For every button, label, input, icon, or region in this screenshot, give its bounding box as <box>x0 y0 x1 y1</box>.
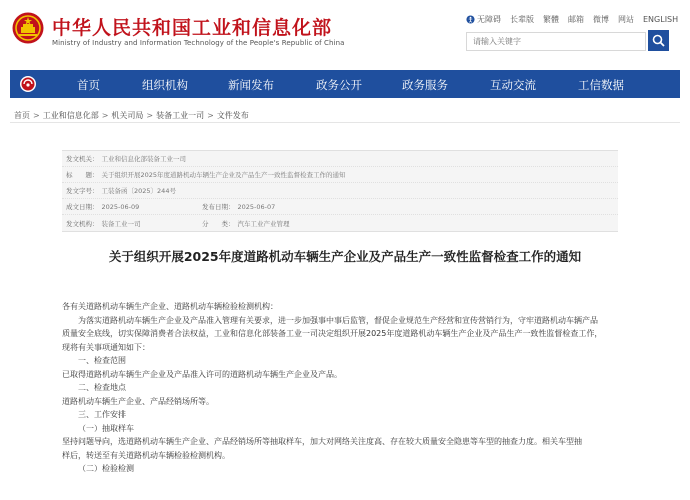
meta-label: 发文机关： <box>66 155 99 163</box>
meta-row-org <box>62 215 618 231</box>
meta-cell-category <box>202 219 290 228</box>
article-paragraph: 已取得道路机动车辆生产企业及产品准入许可的道路机动车辆生产企业及产品。 <box>62 369 342 379</box>
meta-label: 成文日期： <box>66 203 99 211</box>
breadcrumb-separator: > <box>207 111 214 120</box>
nav-item-government-affairs[interactable]: 政务公开 <box>316 78 362 92</box>
nav-item-data[interactable]: 工信数据 <box>578 78 624 92</box>
breadcrumb-department[interactable]: 装备工业一司 <box>156 111 205 120</box>
breadcrumb-separator: > <box>33 111 40 120</box>
meta-value: 工装备函〔2025〕244号 <box>101 187 176 195</box>
top-link-traditional[interactable]: 繁體 <box>543 14 559 24</box>
top-link-weibo[interactable]: 微博 <box>593 14 609 24</box>
article-title: 关于组织开展2025年度道路机动车辆生产企业及产品生产一致性监督检查工作的通知 <box>108 249 582 264</box>
national-emblem-icon[interactable] <box>12 12 44 44</box>
meta-label: 发文字号： <box>66 187 99 195</box>
top-link-english[interactable]: ENGLISH <box>643 14 679 24</box>
search-input[interactable] <box>466 32 646 51</box>
article-paragraph: 现将有关事项通知如下： <box>62 342 150 352</box>
top-link-accessibility-label: 无障碍 <box>477 14 501 24</box>
meta-label: 分 类： <box>202 219 235 228</box>
subsection-heading: （一）抽取样车 <box>78 423 134 433</box>
meta-label: 发文机构： <box>66 219 99 228</box>
nav-item-news[interactable]: 新闻发布 <box>228 78 274 92</box>
site-header <box>0 0 690 68</box>
meta-label: 标 题： <box>66 171 99 179</box>
divider <box>10 122 680 123</box>
top-link-elder-mode[interactable]: 长辈版 <box>510 14 534 24</box>
meta-value: 汽车工业产业管理 <box>237 219 290 228</box>
article-paragraph: 坚持问题导向，选道路机动车辆生产企业、产品经销场所等抽取样车，加大对网络关注度高、存在较大质量安全隐患等车型的抽查力度。相关车型抽 <box>62 437 582 446</box>
meta-label: 发布日期： <box>202 203 235 211</box>
ministry-logo-icon <box>19 75 37 93</box>
breadcrumb-separator: > <box>101 111 109 120</box>
breadcrumb <box>14 110 249 121</box>
section-heading: 三、工作安排 <box>78 410 126 419</box>
article-body <box>62 300 628 476</box>
site-subtitle-english: Ministry of Industry and Information Technology of the People's Republic of China <box>52 39 345 47</box>
breadcrumb-home[interactable]: 首页 <box>14 111 30 120</box>
meta-value: 2025-06-07 <box>237 202 276 211</box>
breadcrumb-current[interactable]: 文件发布 <box>216 111 249 120</box>
meta-row-title <box>62 167 618 183</box>
top-link-accessibility[interactable] <box>466 14 501 25</box>
top-links <box>466 12 688 26</box>
site-title[interactable]: 中华人民共和国工业和信息化部 <box>52 17 333 39</box>
nav-item-organization[interactable]: 组织机构 <box>142 78 188 92</box>
nav-item-government-services[interactable]: 政务服务 <box>402 78 448 92</box>
meta-row-doc-number <box>62 183 618 199</box>
meta-value: 装备工业一司 <box>101 219 141 228</box>
breadcrumb-separator: > <box>146 111 154 120</box>
nav-logo-icon[interactable] <box>14 70 42 98</box>
main-nav <box>10 70 680 98</box>
meta-row-dates <box>62 199 618 215</box>
article-paragraph: 质量安全底线，切实保障消费者合法权益，工业和信息化部装备工业一司决定组织开展2025年度道路机动车辆生产企业及产品生产一致性监督检查工作， <box>62 329 603 338</box>
top-link-sitemap[interactable]: 网站 <box>618 14 634 24</box>
section-heading: 一、检查范围 <box>78 356 126 365</box>
document-meta-table <box>62 150 618 232</box>
breadcrumb-departments[interactable]: 机关司局 <box>111 111 144 120</box>
meta-cell-org <box>66 219 202 228</box>
nav-item-interaction[interactable]: 互动交流 <box>490 78 536 92</box>
article-paragraph: 样后，转送至有关道路机动车辆检验检测机构。 <box>62 450 230 460</box>
accessibility-icon <box>466 15 475 24</box>
meta-value: 2025-06-09 <box>101 202 140 211</box>
article-salutation: 各有关道路机动车辆生产企业、道路机动车辆检验检测机构： <box>62 302 278 311</box>
meta-row-issuer <box>62 151 618 167</box>
article-paragraph: 道路机动车辆生产企业、产品经销场所等。 <box>62 396 214 406</box>
meta-value: 关于组织开展2025年度道路机动车辆生产企业及产品生产一致性监督检查工作的通知 <box>101 171 346 179</box>
breadcrumb-ministry[interactable]: 工业和信息化部 <box>42 111 99 120</box>
top-link-mailbox[interactable]: 邮箱 <box>568 14 584 24</box>
subsection-heading: （二）检验检测 <box>78 464 134 473</box>
search-icon <box>652 34 665 47</box>
article-paragraph: 为落实道路机动车辆生产企业及产品准入管理有关要求，进一步加强事中事后监管，督促企业规范生产经营和宣传营销行为，守牢道路机动车辆产品 <box>78 315 598 325</box>
meta-cell-written-date <box>66 202 202 211</box>
section-heading: 二、检查地点 <box>78 383 126 392</box>
meta-cell-publish-date <box>202 202 275 211</box>
meta-value: 工业和信息化部装备工业一司 <box>101 155 186 163</box>
nav-item-home[interactable]: 首页 <box>77 78 100 92</box>
search-button[interactable] <box>648 30 669 51</box>
